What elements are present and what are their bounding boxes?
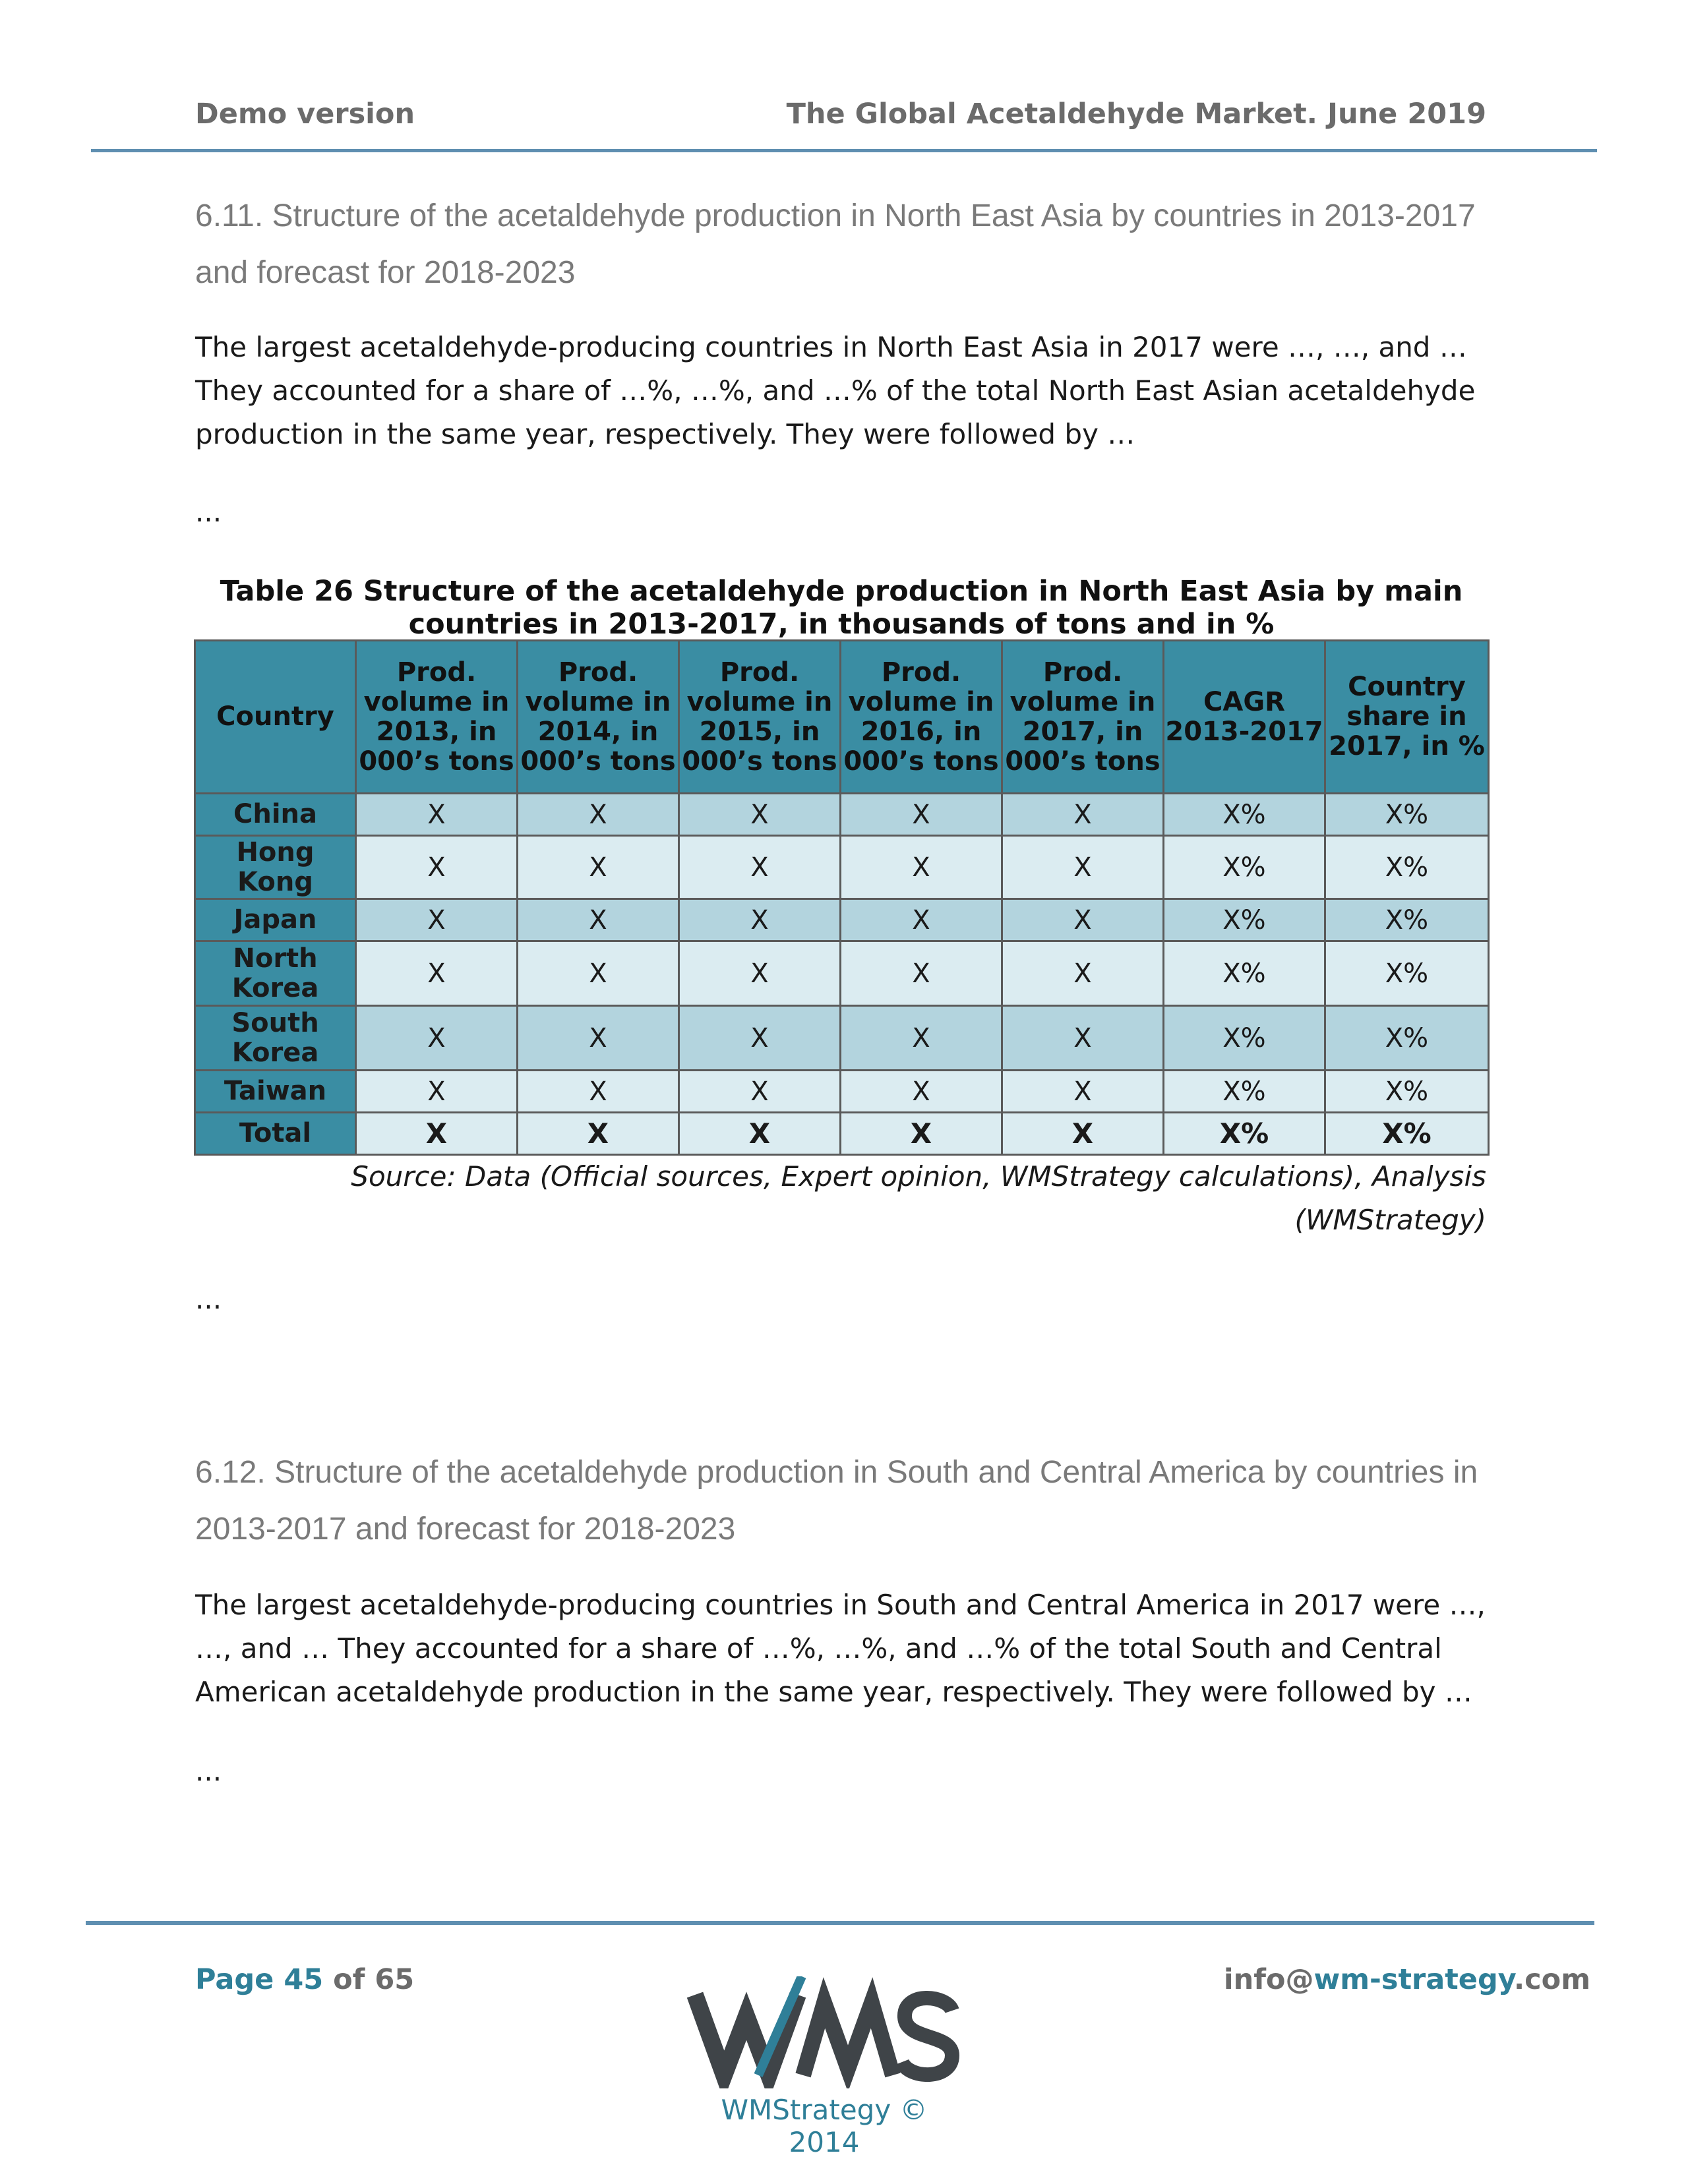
ellipsis-marker: ... — [195, 1283, 222, 1315]
table-cell: X% — [1164, 1071, 1325, 1113]
ellipsis-marker: ... — [195, 1755, 222, 1787]
contact-email[interactable] — [1224, 1963, 1590, 1996]
table-cell: X% — [1325, 899, 1489, 941]
production-table — [194, 639, 1490, 1156]
table-cell: X — [841, 941, 1002, 1006]
row-country: Japan — [195, 899, 356, 941]
table-cell: X — [1002, 899, 1164, 941]
ellipsis-marker: ... — [195, 496, 222, 528]
table-cell: X — [356, 1006, 518, 1071]
table-cell: X — [841, 1113, 1002, 1155]
table-cell: X — [841, 836, 1002, 899]
table-cell: X — [518, 794, 679, 836]
column-header: Country — [195, 641, 356, 794]
table-cell: X — [679, 1071, 841, 1113]
header-divider — [91, 149, 1597, 152]
table-cell: X — [679, 899, 841, 941]
table-row — [195, 941, 1489, 1006]
column-header: Country share in 2017, in % — [1325, 641, 1489, 794]
table-cell: X — [518, 1006, 679, 1071]
page-total: of 65 — [333, 1963, 415, 1996]
copyright-text: WMStrategy © 2014 — [721, 2094, 928, 2158]
table-cell: X% — [1164, 899, 1325, 941]
row-country: Hong Kong — [195, 836, 356, 899]
column-header: Prod. volume in 2013, in 000’s tons — [356, 641, 518, 794]
footer-divider — [86, 1921, 1594, 1925]
table-cell: X% — [1325, 1113, 1489, 1155]
document-title: The Global Acetaldehyde Market. June 2019 — [786, 98, 1486, 131]
table-cell: X — [841, 794, 1002, 836]
table-cell: X — [518, 836, 679, 899]
column-header: Prod. volume in 2016, in 000’s tons — [841, 641, 1002, 794]
table-cell: X — [679, 794, 841, 836]
table-cell: X — [679, 1006, 841, 1071]
column-header: CAGR 2013-2017 — [1164, 641, 1325, 794]
table-cell: X — [356, 794, 518, 836]
header-left-label: Demo version — [195, 98, 415, 131]
table-cell: X — [356, 941, 518, 1006]
row-country: North Korea — [195, 941, 356, 1006]
section-heading-6-11: 6.11. Structure of the acetaldehyde production in North East Asia by countries in 2013-2017 and forecast for 2018-2023 — [195, 198, 1476, 290]
email-domain: wm-strategy — [1313, 1963, 1514, 1996]
table-total-row — [195, 1113, 1489, 1155]
table-header-row — [195, 641, 1489, 794]
email-suffix: .com — [1513, 1963, 1590, 1996]
table-cell: X — [679, 836, 841, 899]
table-cell: X% — [1325, 794, 1489, 836]
row-country: China — [195, 794, 356, 836]
row-country: Total — [195, 1113, 356, 1155]
table-cell: X — [679, 1113, 841, 1155]
table-cell: X% — [1164, 836, 1325, 899]
table-cell: X — [518, 1113, 679, 1155]
table-cell: X — [679, 941, 841, 1006]
section-heading-6-12: 6.12. Structure of the acetaldehyde production in South and Central America by countries in 2013-2017 and forecast for 2018-2023 — [195, 1455, 1478, 1547]
table-cell: X — [518, 1071, 679, 1113]
section-6-12-paragraph: The largest acetaldehyde-producing countries in South and Central America in 2017 were …, …, and … They accounted for a share of …%, …%, and …% of the total South and Central American acetaldehyde production in the same year, respectively. They were followed by … — [195, 1589, 1486, 1708]
table-cell: X — [1002, 836, 1164, 899]
column-header: Prod. volume in 2015, in 000’s tons — [679, 641, 841, 794]
table-cell: X% — [1164, 941, 1325, 1006]
table-cell: X — [841, 899, 1002, 941]
table-source-note: Source: Data (Official sources, Expert opinion, WMStrategy calculations), Analysis (WMStrategy) — [351, 1160, 1486, 1236]
table-row — [195, 899, 1489, 941]
table-row — [195, 1006, 1489, 1071]
table-cell: X% — [1325, 1006, 1489, 1071]
table-cell: X% — [1325, 836, 1489, 899]
table-caption: Table 26 Structure of the acetaldehyde production in North East Asia by main countries in 2013-2017, in thousands of tons and in % — [220, 575, 1463, 641]
table-cell: X — [356, 899, 518, 941]
table-row — [195, 836, 1489, 899]
table-cell: X — [356, 836, 518, 899]
table-cell: X — [1002, 794, 1164, 836]
table-cell: X — [841, 1071, 1002, 1113]
table-cell: X — [356, 1071, 518, 1113]
table-cell: X — [1002, 1113, 1164, 1155]
section-6-11-paragraph: The largest acetaldehyde-producing countries in North East Asia in 2017 were …, …, and … They accounted for a share of …%, …%, and …% of the total North East Asian acetaldehyde production in the same year, respectively. They were followed by … — [195, 331, 1476, 450]
table-cell: X% — [1164, 1006, 1325, 1071]
page-word: Page — [195, 1963, 274, 1996]
table-cell: X — [1002, 941, 1164, 1006]
column-header: Prod. volume in 2017, in 000’s tons — [1002, 641, 1164, 794]
table-cell: X% — [1164, 1113, 1325, 1155]
table-cell: X — [356, 1113, 518, 1155]
column-header: Prod. volume in 2014, in 000’s tons — [518, 641, 679, 794]
table-cell: X — [518, 899, 679, 941]
page-number: 45 — [284, 1963, 324, 1996]
page-indicator — [195, 1963, 414, 1996]
table-cell: X% — [1164, 794, 1325, 836]
table-cell: X — [1002, 1006, 1164, 1071]
row-country: South Korea — [195, 1006, 356, 1071]
table-cell: X — [1002, 1071, 1164, 1113]
wms-logo — [686, 1976, 963, 2088]
table-cell: X% — [1325, 1071, 1489, 1113]
table-cell: X — [518, 941, 679, 1006]
table-cell: X% — [1325, 941, 1489, 1006]
table-cell: X — [841, 1006, 1002, 1071]
email-prefix: info@ — [1223, 1963, 1314, 1996]
row-country: Taiwan — [195, 1071, 356, 1113]
table-row — [195, 794, 1489, 836]
table-row — [195, 1071, 1489, 1113]
